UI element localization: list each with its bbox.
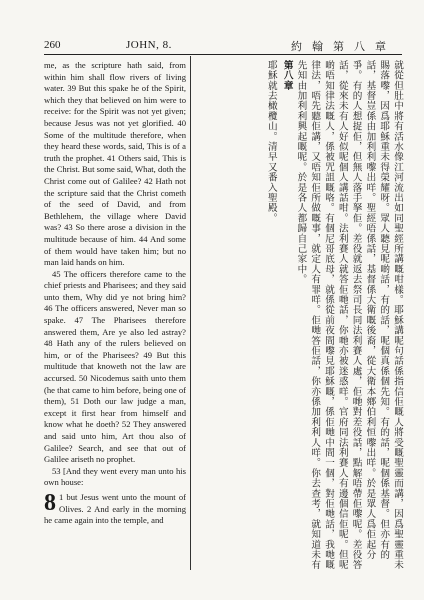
chapter-number-dropcap: 8 [44,489,56,516]
english-paragraph: me, as the scripture hath said, from within him shall flow rivers of living water. 39 But this spake he of the Spirit, which they that believed on him were to receive: for the Spirit was not yet given; because Jesus was not yet glorified. 40 Some of the multitude therefore, when they heard these words, said, This is of a truth the prophet. 41 Others said, This is the Christ. But some said, What, doth the Christ come out of Galilee? 42 Hath not the scripture said that the Christ cometh of the seed of David, and from Bethlehem, the village where David was? 43 So there arose a division in the multitude because of him. 44 And some of them would have taken him; but no man laid hands on him. [44,60,186,268]
chinese-text: 就從但肚中將有活水像江河流出如同聖經所講嘅咁樣。耶穌講呢句話係指信佢嘅人將受嘅聖靈而講，因爲聖靈重未賜落嚟，因爲耶穌重未得榮耀呀。眾人聽見呢啲話，有的話，呢個真係個先知。有的話，呢個係基督。但亦有的話，基督豈係由加利利嚟出咩。聖經唔係話，基督係大衛嘅後裔，從大衛本鄉伯利恒嚟出咩。於是眾人爲佢起分爭。有的人想捉佢，但無人落手拏佢。差役就返去祭司長同法利賽人處，佢哋對差役話，點解唔帶佢嚟呢。差役答話，從來未有人好似呢個人講話咁。法利賽人就答佢哋話，你哋亦被迷惑咩。官府同法利賽人有邊個信佢呢。但呢啲唔知律法嘅人，係被咒詛嘅咯。有個尼哥底母，就係從前夜間嚟見耶穌嘅，係佢哋中間一個，對佢哋話，我哋嘅律法，唔先聽佢講，又唔知佢所做嘅事，就定人有罪咩。佢哋答佢話，你亦係加利利人咩。你去查考，就知道未有先知由加利利興起嘅呢。於是各人都歸自己家中。 [295,60,403,570]
english-paragraph: 53 [And they went every man unto his own house: [44,465,186,488]
chinese-column [196,60,404,580]
chinese-running-head: 約翰第八章 [291,41,396,53]
page-number: 260 [44,39,61,51]
chinese-chapter-label: 第八章 [281,60,293,91]
english-column [44,60,186,527]
chinese-text: 耶穌就去橄欖山。清早又番入聖殿。 [265,60,277,224]
running-head: JOHN, 8. [126,39,172,51]
english-paragraph: 45 The officers therefore came to the chief priests and Pharisees; and they said unto them, Why did ye not bring him? 46 The officers answered, Never man so spake. 47 The Pharisees therefore answered them, Are ye also led astray? 48 Hath any of the rulers believed on him, or of the Pharisees? 49 But this multitude that knoweth not the law are accursed. 50 Nicodemus saith unto them (he that came to him before, being one of them), 51 Doth our law judge a man, except it first hear from himself and know what he doeth? 52 They answered and said unto him, Art thou also of Galilee? Search, and see that out of Galilee ariseth no prophet. [44,268,186,465]
column-divider [190,56,191,570]
english-chapter-start: 8 1 but Jesus went unto the mount of Olives. 2 And early in the morning he came again into the temple, and [44,489,186,526]
page-header [44,38,402,55]
